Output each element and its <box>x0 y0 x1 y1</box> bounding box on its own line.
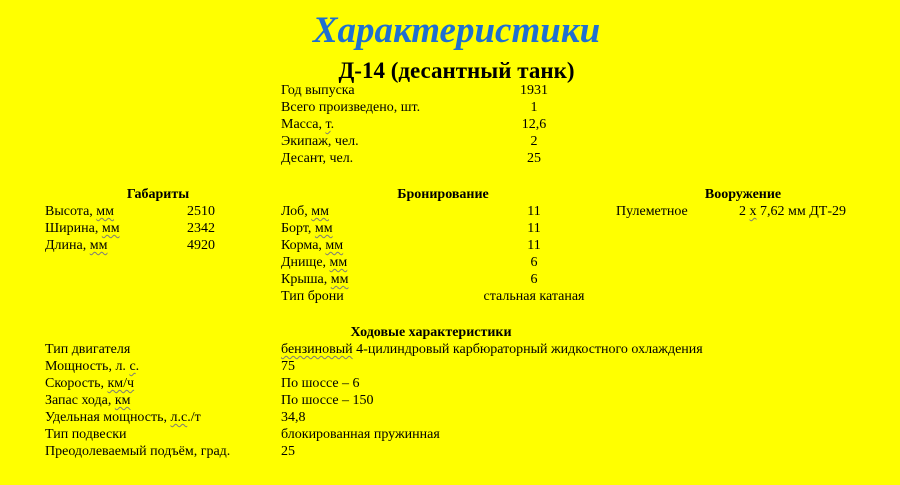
armament-value-mg: 2 х 7,62 мм ДТ-29 <box>739 204 846 219</box>
armor-label-bottom: Днище, мм <box>281 255 348 270</box>
page-subtitle: Д-14 (десантный танк) <box>338 58 575 83</box>
armor-label-roof: Крыша, мм <box>281 272 349 287</box>
mobility-label-speed: Скорость, км/ч <box>45 376 135 391</box>
armor-value-bottom: 6 <box>530 255 538 270</box>
general-label-produced: Всего произведено, шт. <box>281 100 421 115</box>
armor-value-type: стальная катаная <box>483 289 585 304</box>
armor-value-side: 11 <box>527 221 541 236</box>
general-value-year: 1931 <box>520 83 548 98</box>
mobility-heading: Ходовые характеристики <box>350 325 512 340</box>
mobility-value-range: По шоссе – 150 <box>281 393 374 408</box>
mobility-value-climb: 25 <box>281 444 295 459</box>
mobility-label-suspension: Тип подвески <box>45 427 127 442</box>
general-value-troops: 25 <box>527 151 541 166</box>
armament-label-mg: Пулеметное <box>616 204 688 219</box>
mobility-value-suspension: блокированная пружинная <box>281 427 440 442</box>
general-label-year: Год выпуска <box>281 83 355 98</box>
mobility-label-engine: Тип двигателя <box>45 342 131 357</box>
dimensions-label-height: Высота, мм <box>45 204 114 219</box>
dimensions-value-length: 4920 <box>187 238 215 253</box>
mobility-label-power: Мощность, л. с. <box>45 359 140 374</box>
general-label-mass: Масса, т. <box>281 117 335 132</box>
mobility-label-range: Запас хода, км <box>45 393 131 408</box>
armor-value-front: 11 <box>527 204 541 219</box>
armor-label-type: Тип брони <box>281 289 344 304</box>
general-value-crew: 2 <box>530 134 538 149</box>
armor-label-front: Лоб, мм <box>281 204 329 219</box>
general-label-crew: Экипаж, чел. <box>281 134 359 149</box>
armor-label-side: Борт, мм <box>281 221 333 236</box>
general-value-mass: 12,6 <box>521 117 547 132</box>
general-label-troops: Десант, чел. <box>281 151 354 166</box>
dimensions-value-height: 2510 <box>187 204 215 219</box>
mobility-label-climb: Преодолеваемый подъём, град. <box>45 444 231 459</box>
dimensions-label-length: Длина, мм <box>45 238 108 253</box>
mobility-value-specific-power: 34,8 <box>281 410 306 425</box>
mobility-value-speed: По шоссе – 6 <box>281 376 360 391</box>
page-title: Характеристики <box>312 10 601 51</box>
armor-heading: Бронирование <box>397 187 489 202</box>
mobility-value-power: 75 <box>281 359 295 374</box>
dimensions-heading: Габариты <box>126 187 190 202</box>
dimensions-value-width: 2342 <box>187 221 215 236</box>
armor-value-roof: 6 <box>530 272 538 287</box>
mobility-label-specific-power: Удельная мощность, л.с./т <box>45 410 201 425</box>
armament-heading: Вооружение <box>704 187 782 202</box>
general-value-produced: 1 <box>530 100 538 115</box>
armor-value-rear: 11 <box>527 238 541 253</box>
dimensions-label-width: Ширина, мм <box>45 221 120 236</box>
armor-label-rear: Корма, мм <box>281 238 344 253</box>
mobility-value-engine: бензиновый 4-цилиндровый карбюраторный жидкостного охлаждения <box>281 342 703 357</box>
